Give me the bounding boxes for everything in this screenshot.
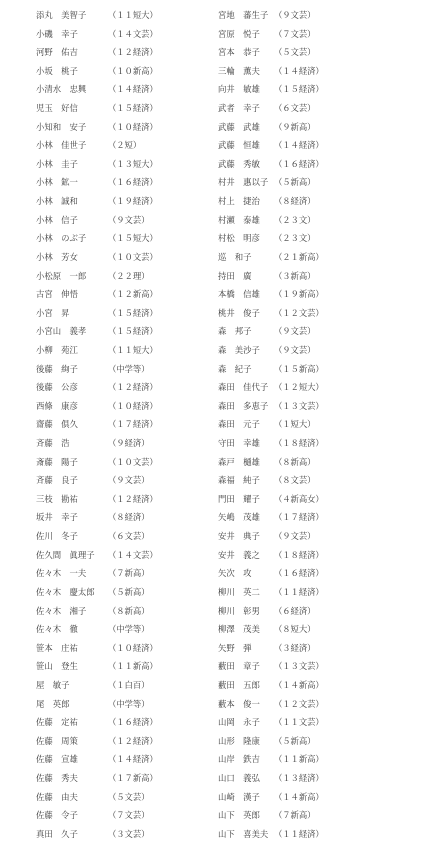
person-name: 佐藤 秀夫 xyxy=(36,772,78,783)
list-item xyxy=(36,173,186,192)
list-item xyxy=(218,732,414,751)
list-item xyxy=(36,378,186,397)
person-name: 森田 多恵子 xyxy=(218,400,269,411)
person-name: 後藤 公彦 xyxy=(36,382,78,393)
class-note: （１２経済） xyxy=(108,735,158,746)
person-name: 尾 英郎 xyxy=(36,698,70,709)
person-name: 佐々木 徹 xyxy=(36,624,78,635)
class-note: （１１経済） xyxy=(274,828,324,839)
person-name: 安井 典子 xyxy=(218,531,260,542)
class-note: （９文芸） xyxy=(108,214,150,225)
list-item xyxy=(218,341,414,360)
person-name: 山形 隆康 xyxy=(218,735,260,746)
person-name: 坂井 幸子 xyxy=(36,512,78,523)
class-note: （１８経済） xyxy=(274,438,324,449)
person-name: 山下 喜美夫 xyxy=(218,828,269,839)
person-name: 佐川 冬子 xyxy=(36,531,78,542)
list-item xyxy=(36,267,186,286)
list-item xyxy=(36,360,186,379)
list-item xyxy=(218,602,414,621)
list-item xyxy=(218,285,414,304)
list-item xyxy=(218,676,414,695)
list-item xyxy=(36,6,186,25)
person-name: 児玉 好信 xyxy=(36,103,78,114)
person-name: 小林 信子 xyxy=(36,214,78,225)
list-item xyxy=(218,490,414,509)
class-note: （１１短大） xyxy=(108,10,158,20)
list-item xyxy=(36,602,186,621)
class-note: （１４経済） xyxy=(108,754,158,765)
list-item xyxy=(36,471,186,490)
class-note: （８経済） xyxy=(274,196,316,207)
list-item xyxy=(218,173,414,192)
person-name: 河野 佑吉 xyxy=(36,47,78,58)
person-name: 山崎 漢子 xyxy=(218,791,260,802)
list-item xyxy=(36,806,186,825)
list-item xyxy=(36,341,186,360)
person-name: 小林 芳女 xyxy=(36,251,78,262)
class-note: （１２経済） xyxy=(108,382,158,393)
class-note: （７文芸） xyxy=(274,28,316,39)
class-note: （１２文芸） xyxy=(274,307,324,318)
list-item xyxy=(218,695,414,714)
list-item xyxy=(218,453,414,472)
class-note: （９文芸） xyxy=(274,344,316,355)
list-item xyxy=(218,546,414,565)
person-name: 山下 英郎 xyxy=(218,810,260,821)
list-item xyxy=(218,43,414,62)
list-item xyxy=(218,80,414,99)
list-item xyxy=(36,25,186,44)
list-item xyxy=(218,583,414,602)
person-name: 藪田 五郎 xyxy=(218,679,260,690)
class-note: （１４経済） xyxy=(274,140,324,151)
list-item xyxy=(36,397,186,416)
class-note: （中学等） xyxy=(108,363,150,374)
class-note: （７新高） xyxy=(108,568,150,579)
person-name: 斎藤 陽子 xyxy=(36,456,78,467)
person-name: 三枝 勘祐 xyxy=(36,493,78,504)
person-name: 笹本 庄祐 xyxy=(36,642,78,653)
person-name: 西條 康彦 xyxy=(36,400,78,411)
class-note: （８新高） xyxy=(108,605,150,616)
list-item xyxy=(36,713,186,732)
list-item xyxy=(36,639,186,658)
list-item xyxy=(36,453,186,472)
class-note: （６文芸） xyxy=(108,531,150,542)
list-item xyxy=(218,211,414,230)
class-note: （７新高） xyxy=(274,810,316,821)
person-name: 村井 惠以子 xyxy=(218,177,269,188)
list-item xyxy=(218,155,414,174)
class-note: （１３文芸） xyxy=(274,661,324,672)
class-note: （８新高） xyxy=(274,456,316,467)
list-item xyxy=(36,155,186,174)
person-name: 小林 のぶ子 xyxy=(36,233,87,244)
person-name: 藪本 俊一 xyxy=(218,698,260,709)
person-name: 宮本 恭子 xyxy=(218,47,260,58)
list-item xyxy=(218,564,414,583)
person-name: 村松 明彦 xyxy=(218,233,260,244)
class-note: （４新高女） xyxy=(274,493,324,504)
class-note: （１３経済） xyxy=(274,772,324,783)
person-name: 小知和 安子 xyxy=(36,121,87,132)
person-name: 山口 義弘 xyxy=(218,772,260,783)
list-item xyxy=(218,192,414,211)
person-name: 小宮山 義孝 xyxy=(36,326,87,337)
class-note: （２１新高） xyxy=(274,251,324,262)
list-item xyxy=(218,415,414,434)
person-name: 矢次 攻 xyxy=(218,568,252,579)
class-note: （１５経済） xyxy=(274,84,324,95)
class-note: （１１新高） xyxy=(108,661,158,672)
class-note: （１７新高） xyxy=(108,772,158,783)
person-name: 桃井 俊子 xyxy=(218,307,260,318)
class-note: （１０新高） xyxy=(108,65,158,76)
class-note: （１５新高） xyxy=(274,363,324,374)
class-note: （１５経済） xyxy=(108,103,158,114)
class-note: （中学等） xyxy=(108,624,150,635)
person-name: 齋藤 俱久 xyxy=(36,419,78,430)
list-item xyxy=(36,211,186,230)
list-item xyxy=(36,62,186,81)
person-name: 小松原 一郎 xyxy=(36,270,87,281)
list-item xyxy=(218,136,414,155)
list-item xyxy=(36,676,186,695)
person-name: 斉藤 良子 xyxy=(36,475,78,486)
person-name: 本橋 信雄 xyxy=(218,289,260,300)
list-item xyxy=(36,508,186,527)
list-item xyxy=(218,527,414,546)
list-item xyxy=(36,434,186,453)
class-note: （１９新高） xyxy=(274,289,324,300)
class-note: （１８経済） xyxy=(274,549,324,560)
class-note: （１４経済） xyxy=(108,84,158,95)
class-note: （１４経済） xyxy=(274,65,324,76)
person-name: 笹山 登生 xyxy=(36,661,78,672)
list-item xyxy=(218,118,414,137)
list-item xyxy=(36,229,186,248)
person-name: 屋 敏子 xyxy=(36,679,70,690)
person-name: 柳澤 茂美 xyxy=(218,624,260,635)
list-item xyxy=(218,62,414,81)
person-name: 三輪 薫夫 xyxy=(218,65,260,76)
person-name: 佐々木 一夫 xyxy=(36,568,87,579)
class-note: （２３文） xyxy=(274,214,316,225)
person-name: 安井 義之 xyxy=(218,549,260,560)
class-note: （１２経済） xyxy=(108,47,158,58)
list-item xyxy=(36,825,186,843)
class-note: （１６経済） xyxy=(274,158,324,169)
person-name: 村上 捷治 xyxy=(218,196,260,207)
list-item xyxy=(218,750,414,769)
person-name: 山岸 鉄吉 xyxy=(218,754,260,765)
class-note: （８文芸） xyxy=(274,475,316,486)
person-name: 森 美沙子 xyxy=(218,344,260,355)
class-note: （１４新高） xyxy=(274,791,324,802)
class-note: （１４新高） xyxy=(274,679,324,690)
list-item xyxy=(36,285,186,304)
list-item xyxy=(36,546,186,565)
person-name: 佐藤 定祐 xyxy=(36,717,78,728)
list-item xyxy=(218,620,414,639)
list-item xyxy=(36,527,186,546)
class-note: （１５経済） xyxy=(108,326,158,337)
person-name: 添丸 美智子 xyxy=(36,10,87,20)
person-name: 真田 久子 xyxy=(36,828,78,839)
person-name: 宮原 悦子 xyxy=(218,28,260,39)
person-name: 佐藤 令子 xyxy=(36,810,78,821)
list-item xyxy=(218,397,414,416)
class-note: （１５短大） xyxy=(108,233,158,244)
person-name: 佐藤 由夫 xyxy=(36,791,78,802)
person-name: 佐々木 慶太郎 xyxy=(36,586,95,597)
person-name: 佐藤 宣雄 xyxy=(36,754,78,765)
list-item xyxy=(218,267,414,286)
class-note: （１１経済） xyxy=(274,586,324,597)
person-name: 武者 幸子 xyxy=(218,103,260,114)
list-item xyxy=(218,248,414,267)
list-item xyxy=(218,825,414,843)
list-item xyxy=(218,229,414,248)
person-name: 佐々木 湘子 xyxy=(36,605,87,616)
class-note: （９文芸） xyxy=(274,326,316,337)
person-name: 佐藤 周策 xyxy=(36,735,78,746)
person-name: 森福 純子 xyxy=(218,475,260,486)
list-item xyxy=(218,769,414,788)
class-note: （９文芸） xyxy=(108,475,150,486)
class-note: （９文芸） xyxy=(274,10,316,20)
list-item xyxy=(36,99,186,118)
class-note: （１１文芸） xyxy=(274,717,324,728)
class-note: （１０経済） xyxy=(108,121,158,132)
list-item xyxy=(218,434,414,453)
person-name: 柳川 彰男 xyxy=(218,605,260,616)
class-note: （３経済） xyxy=(274,642,316,653)
person-name: 小林 佳世子 xyxy=(36,140,87,151)
list-item xyxy=(218,471,414,490)
class-note: （１５経済） xyxy=(108,307,158,318)
class-note: （６文芸） xyxy=(274,103,316,114)
class-note: （１２経済） xyxy=(108,493,158,504)
class-note: （３文芸） xyxy=(108,828,150,839)
class-note: （９新高） xyxy=(274,121,316,132)
person-name: 巡 和子 xyxy=(218,251,252,262)
person-name: 森 邦子 xyxy=(218,326,252,337)
class-note: （９経済） xyxy=(108,438,150,449)
class-note: （１７経済） xyxy=(108,419,158,430)
class-note: （２２理） xyxy=(108,270,150,281)
person-name: 矢嶋 茂雄 xyxy=(218,512,260,523)
person-name: 矢野 弾 xyxy=(218,642,252,653)
class-note: （１０文芸） xyxy=(108,251,158,262)
list-item xyxy=(218,713,414,732)
person-name: 森 紀子 xyxy=(218,363,252,374)
list-item xyxy=(36,43,186,62)
list-item xyxy=(36,322,186,341)
class-note: （１９経済） xyxy=(108,196,158,207)
list-item xyxy=(218,788,414,807)
list-item xyxy=(36,192,186,211)
class-note: （１短大） xyxy=(274,419,316,430)
class-note: （１１短大） xyxy=(108,344,158,355)
list-item xyxy=(36,248,186,267)
right-name-column xyxy=(218,6,414,843)
class-note: （５新高） xyxy=(108,586,150,597)
class-note: （７文芸） xyxy=(108,810,150,821)
list-item xyxy=(36,118,186,137)
list-item xyxy=(36,750,186,769)
left-name-column xyxy=(36,6,186,843)
class-note: （９文芸） xyxy=(274,531,316,542)
person-name: 山岡 永子 xyxy=(218,717,260,728)
list-item xyxy=(218,508,414,527)
class-note: （１０文芸） xyxy=(108,456,158,467)
class-note: （１３文芸） xyxy=(274,400,324,411)
class-note: （５新高） xyxy=(274,177,316,188)
person-name: 小磯 幸子 xyxy=(36,28,78,39)
person-name: 森田 元子 xyxy=(218,419,260,430)
person-name: 武藤 武雄 xyxy=(218,121,260,132)
list-item xyxy=(218,657,414,676)
list-item xyxy=(218,322,414,341)
person-name: 門田 耀子 xyxy=(218,493,260,504)
list-item xyxy=(36,769,186,788)
person-name: 小宮 昇 xyxy=(36,307,70,318)
class-note: （１４文芸） xyxy=(108,28,158,39)
class-note: （中学等） xyxy=(108,698,150,709)
list-item xyxy=(36,620,186,639)
list-item xyxy=(218,6,414,25)
person-name: 宮地 蕃生子 xyxy=(218,10,269,20)
list-item xyxy=(36,657,186,676)
list-item xyxy=(218,304,414,323)
list-item xyxy=(36,583,186,602)
list-item xyxy=(218,99,414,118)
list-item xyxy=(36,136,186,155)
list-item xyxy=(36,490,186,509)
class-note: （５新高） xyxy=(274,735,316,746)
class-note: （１０経済） xyxy=(108,400,158,411)
class-note: （１白百） xyxy=(108,679,150,690)
class-note: （２３文） xyxy=(274,233,316,244)
class-note: （１４文芸） xyxy=(108,549,158,560)
class-note: （５文芸） xyxy=(274,47,316,58)
person-name: 武藤 秀敏 xyxy=(218,158,260,169)
list-item xyxy=(218,360,414,379)
list-item xyxy=(218,378,414,397)
person-name: 小林 鉱一 xyxy=(36,177,78,188)
class-note: （１２文芸） xyxy=(274,698,324,709)
list-item xyxy=(218,639,414,658)
class-note: （１２短大） xyxy=(274,382,324,393)
class-note: （３新高） xyxy=(274,270,316,281)
list-item xyxy=(218,25,414,44)
person-name: 小柳 苑江 xyxy=(36,344,78,355)
class-note: （１７経済） xyxy=(274,512,324,523)
class-note: （６経済） xyxy=(274,605,316,616)
person-name: 藪田 章子 xyxy=(218,661,260,672)
person-name: 森戸 樋雄 xyxy=(218,456,260,467)
class-note: （２短） xyxy=(108,140,142,151)
class-note: （１６経済） xyxy=(108,717,158,728)
class-note: （１６経済） xyxy=(108,177,158,188)
person-name: 守田 幸雄 xyxy=(218,438,260,449)
class-note: （１０経済） xyxy=(108,642,158,653)
person-name: 小清水 忠興 xyxy=(36,84,87,95)
person-name: 村瀬 泰雄 xyxy=(218,214,260,225)
list-item xyxy=(36,304,186,323)
person-name: 斉藤 浩 xyxy=(36,438,70,449)
class-note: （８経済） xyxy=(108,512,150,523)
list-item xyxy=(36,788,186,807)
person-name: 佐久間 眞理子 xyxy=(36,549,95,560)
class-note: （５文芸） xyxy=(108,791,150,802)
person-name: 武藤 恒雄 xyxy=(218,140,260,151)
list-item xyxy=(36,695,186,714)
class-note: （１１新高） xyxy=(274,754,324,765)
person-name: 柳川 英二 xyxy=(218,586,260,597)
person-name: 後藤 絢子 xyxy=(36,363,78,374)
class-note: （１６経済） xyxy=(274,568,324,579)
person-name: 向井 敏雄 xyxy=(218,84,260,95)
person-name: 持田 廣 xyxy=(218,270,252,281)
list-item xyxy=(36,80,186,99)
person-name: 古宮 伸悟 xyxy=(36,289,78,300)
list-item xyxy=(36,415,186,434)
list-item xyxy=(218,806,414,825)
person-name: 森田 佳代子 xyxy=(218,382,269,393)
list-item xyxy=(36,732,186,751)
person-name: 小林 圭子 xyxy=(36,158,78,169)
person-name: 小坂 桃子 xyxy=(36,65,78,76)
list-item xyxy=(36,564,186,583)
class-note: （８短大） xyxy=(274,624,316,635)
person-name: 小林 誠和 xyxy=(36,196,78,207)
class-note: （１２新高） xyxy=(108,289,158,300)
class-note: （１３短大） xyxy=(108,158,158,169)
